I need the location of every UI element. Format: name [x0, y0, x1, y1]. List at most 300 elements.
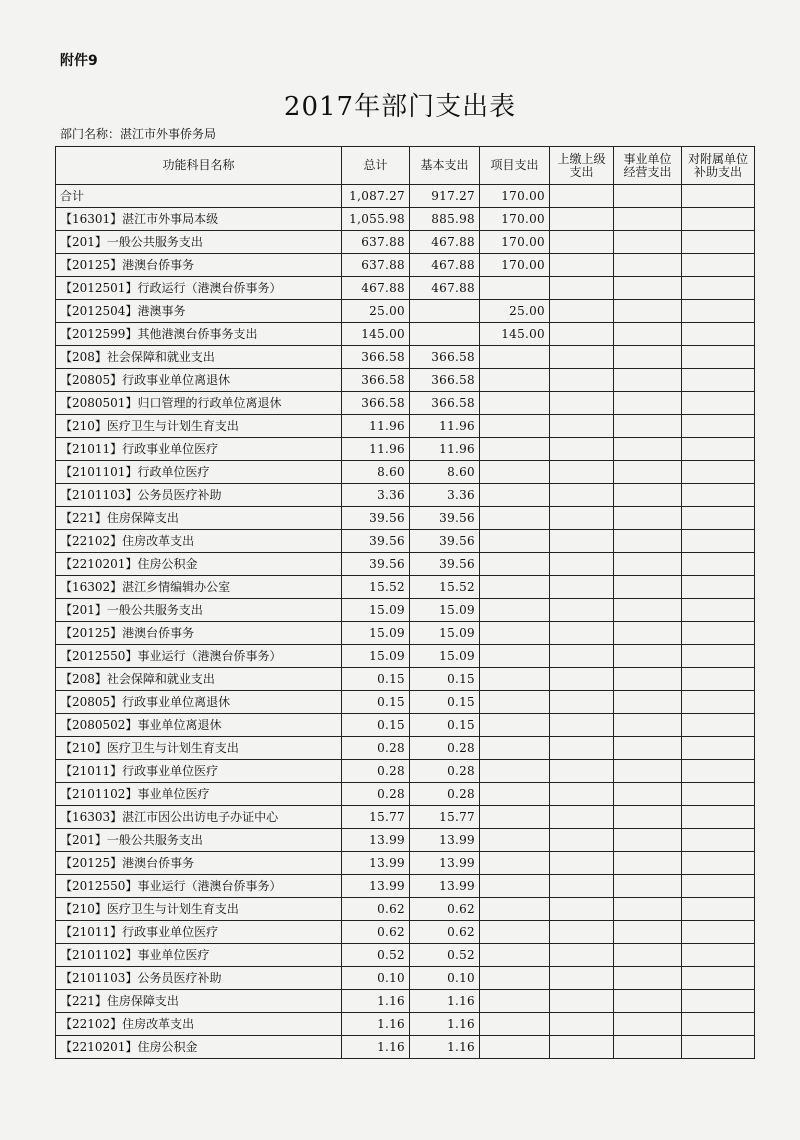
- upper-level-payment-cell: [550, 921, 614, 944]
- table-row: [56, 484, 755, 507]
- basic-expense-cell: 0.10: [410, 967, 480, 990]
- subsidiary-subsidy-cell: [682, 668, 755, 691]
- upper-level-payment-cell: [550, 829, 614, 852]
- table-row: [56, 921, 755, 944]
- subsidiary-subsidy-cell: [682, 760, 755, 783]
- basic-expense-cell: 1.16: [410, 1036, 480, 1059]
- subsidiary-subsidy-cell: [682, 208, 755, 231]
- upper-level-payment-cell: [550, 714, 614, 737]
- project-expense-cell: [480, 277, 550, 300]
- basic-expense-cell: 366.58: [410, 392, 480, 415]
- table-row: [56, 691, 755, 714]
- subject-name-cell: 【210】医疗卫生与计划生育支出: [56, 737, 342, 760]
- basic-expense-cell: 11.96: [410, 415, 480, 438]
- business-operation-cell: [614, 898, 682, 921]
- subsidiary-subsidy-cell: [682, 783, 755, 806]
- subject-name-cell: 【2210201】住房公积金: [56, 553, 342, 576]
- business-operation-cell: [614, 530, 682, 553]
- table-row: [56, 622, 755, 645]
- table-row: [56, 645, 755, 668]
- business-operation-cell: [614, 829, 682, 852]
- upper-level-payment-cell: [550, 369, 614, 392]
- upper-level-payment-cell: [550, 461, 614, 484]
- basic-expense-cell: 39.56: [410, 553, 480, 576]
- business-operation-cell: [614, 461, 682, 484]
- upper-level-payment-cell: [550, 346, 614, 369]
- basic-expense-cell: 0.15: [410, 714, 480, 737]
- basic-expense-cell: 885.98: [410, 208, 480, 231]
- basic-expense-cell: 366.58: [410, 346, 480, 369]
- business-operation-cell: [614, 392, 682, 415]
- upper-level-payment-cell: [550, 898, 614, 921]
- upper-level-payment-cell: [550, 967, 614, 990]
- total-cell: 13.99: [342, 875, 410, 898]
- project-expense-cell: 170.00: [480, 231, 550, 254]
- upper-level-payment-cell: [550, 645, 614, 668]
- total-cell: 467.88: [342, 277, 410, 300]
- project-expense-cell: 25.00: [480, 300, 550, 323]
- basic-expense-cell: 0.28: [410, 760, 480, 783]
- project-expense-cell: [480, 921, 550, 944]
- basic-expense-cell: 39.56: [410, 507, 480, 530]
- basic-expense-cell: 15.09: [410, 645, 480, 668]
- subsidiary-subsidy-cell: [682, 530, 755, 553]
- upper-level-payment-cell: [550, 323, 614, 346]
- total-cell: 0.15: [342, 714, 410, 737]
- subject-name-cell: 【201】一般公共服务支出: [56, 599, 342, 622]
- basic-expense-cell: 0.28: [410, 737, 480, 760]
- total-cell: 13.99: [342, 829, 410, 852]
- subsidiary-subsidy-cell: [682, 277, 755, 300]
- subsidiary-subsidy-cell: [682, 553, 755, 576]
- subject-name-cell: 【221】住房保障支出: [56, 507, 342, 530]
- subject-name-cell: 【2101103】公务员医疗补助: [56, 967, 342, 990]
- subject-name-cell: 【2101103】公务员医疗补助: [56, 484, 342, 507]
- business-operation-cell: [614, 576, 682, 599]
- subject-name-cell: 【210】医疗卫生与计划生育支出: [56, 898, 342, 921]
- table-row: [56, 783, 755, 806]
- header-upper-level-payment: 上缴上级支出: [550, 147, 614, 185]
- subsidiary-subsidy-cell: [682, 898, 755, 921]
- basic-expense-cell: 0.15: [410, 668, 480, 691]
- upper-level-payment-cell: [550, 1036, 614, 1059]
- project-expense-cell: [480, 898, 550, 921]
- table-row: [56, 714, 755, 737]
- page-title: 2017年部门支出表: [283, 92, 517, 122]
- upper-level-payment-cell: [550, 507, 614, 530]
- subject-name-cell: 【208】社会保障和就业支出: [56, 668, 342, 691]
- business-operation-cell: [614, 277, 682, 300]
- project-expense-cell: [480, 806, 550, 829]
- subject-name-cell: 【20125】港澳台侨事务: [56, 852, 342, 875]
- subject-name-cell: 【201】一般公共服务支出: [56, 231, 342, 254]
- business-operation-cell: [614, 622, 682, 645]
- total-cell: 1,087.27: [342, 185, 410, 208]
- total-cell: 39.56: [342, 530, 410, 553]
- subject-name-cell: 【221】住房保障支出: [56, 990, 342, 1013]
- subject-name-cell: 【20805】行政事业单位离退休: [56, 691, 342, 714]
- table-row: [56, 231, 755, 254]
- upper-level-payment-cell: [550, 599, 614, 622]
- business-operation-cell: [614, 369, 682, 392]
- upper-level-payment-cell: [550, 944, 614, 967]
- table-row: [56, 254, 755, 277]
- project-expense-cell: [480, 760, 550, 783]
- total-cell: 3.36: [342, 484, 410, 507]
- table-row: [56, 760, 755, 783]
- business-operation-cell: [614, 737, 682, 760]
- project-expense-cell: [480, 1013, 550, 1036]
- subsidiary-subsidy-cell: [682, 369, 755, 392]
- subject-name-cell: 【2012501】行政运行（港澳台侨事务）: [56, 277, 342, 300]
- upper-level-payment-cell: [550, 185, 614, 208]
- basic-expense-cell: 0.15: [410, 691, 480, 714]
- subject-name-cell: 【16302】湛江乡情编辑办公室: [56, 576, 342, 599]
- basic-expense-cell: 0.28: [410, 783, 480, 806]
- subject-name-cell: 【2012550】事业运行（港澳台侨事务）: [56, 645, 342, 668]
- business-operation-cell: [614, 691, 682, 714]
- upper-level-payment-cell: [550, 415, 614, 438]
- business-operation-cell: [614, 484, 682, 507]
- header-business-operation: 事业单位经营支出: [614, 147, 682, 185]
- subsidiary-subsidy-cell: [682, 921, 755, 944]
- subject-name-cell: 【21011】行政事业单位医疗: [56, 760, 342, 783]
- total-cell: 15.77: [342, 806, 410, 829]
- table-header-row: [56, 147, 755, 185]
- table-row: [56, 576, 755, 599]
- project-expense-cell: 170.00: [480, 254, 550, 277]
- basic-expense-cell: 467.88: [410, 254, 480, 277]
- project-expense-cell: [480, 507, 550, 530]
- table-row: [56, 1013, 755, 1036]
- upper-level-payment-cell: [550, 254, 614, 277]
- business-operation-cell: [614, 1036, 682, 1059]
- upper-level-payment-cell: [550, 231, 614, 254]
- table-row: [56, 438, 755, 461]
- basic-expense-cell: [410, 300, 480, 323]
- table-row: [56, 967, 755, 990]
- table-row: [56, 507, 755, 530]
- total-cell: 0.62: [342, 898, 410, 921]
- subject-name-cell: 【16301】湛江市外事局本级: [56, 208, 342, 231]
- project-expense-cell: [480, 944, 550, 967]
- basic-expense-cell: 15.52: [410, 576, 480, 599]
- basic-expense-cell: 13.99: [410, 875, 480, 898]
- subsidiary-subsidy-cell: [682, 300, 755, 323]
- business-operation-cell: [614, 806, 682, 829]
- total-cell: 0.15: [342, 691, 410, 714]
- project-expense-cell: [480, 829, 550, 852]
- business-operation-cell: [614, 714, 682, 737]
- basic-expense-cell: 15.09: [410, 622, 480, 645]
- subsidiary-subsidy-cell: [682, 622, 755, 645]
- upper-level-payment-cell: [550, 852, 614, 875]
- upper-level-payment-cell: [550, 737, 614, 760]
- subsidiary-subsidy-cell: [682, 231, 755, 254]
- total-cell: 25.00: [342, 300, 410, 323]
- project-expense-cell: [480, 599, 550, 622]
- business-operation-cell: [614, 921, 682, 944]
- subsidiary-subsidy-cell: [682, 967, 755, 990]
- total-cell: 145.00: [342, 323, 410, 346]
- project-expense-cell: 170.00: [480, 185, 550, 208]
- subsidiary-subsidy-cell: [682, 346, 755, 369]
- subsidiary-subsidy-cell: [682, 852, 755, 875]
- subsidiary-subsidy-cell: [682, 461, 755, 484]
- header-total: 总计: [342, 147, 410, 185]
- business-operation-cell: [614, 783, 682, 806]
- subject-name-cell: 【21011】行政事业单位医疗: [56, 921, 342, 944]
- project-expense-cell: [480, 392, 550, 415]
- total-cell: 366.58: [342, 392, 410, 415]
- upper-level-payment-cell: [550, 576, 614, 599]
- table-row: [56, 668, 755, 691]
- subsidiary-subsidy-cell: [682, 714, 755, 737]
- business-operation-cell: [614, 185, 682, 208]
- project-expense-cell: [480, 415, 550, 438]
- subsidiary-subsidy-cell: [682, 185, 755, 208]
- subsidiary-subsidy-cell: [682, 438, 755, 461]
- project-expense-cell: [480, 967, 550, 990]
- basic-expense-cell: 467.88: [410, 231, 480, 254]
- subject-name-cell: 【2101101】行政单位医疗: [56, 461, 342, 484]
- business-operation-cell: [614, 852, 682, 875]
- subject-name-cell: 【2012504】港澳事务: [56, 300, 342, 323]
- total-cell: 637.88: [342, 254, 410, 277]
- total-cell: 11.96: [342, 438, 410, 461]
- table-body: [56, 185, 755, 1059]
- business-operation-cell: [614, 231, 682, 254]
- table-row: [56, 185, 755, 208]
- header-subject-name: 功能科目名称: [56, 147, 342, 185]
- upper-level-payment-cell: [550, 392, 614, 415]
- upper-level-payment-cell: [550, 208, 614, 231]
- table-row: [56, 1036, 755, 1059]
- upper-level-payment-cell: [550, 438, 614, 461]
- upper-level-payment-cell: [550, 691, 614, 714]
- project-expense-cell: [480, 668, 550, 691]
- upper-level-payment-cell: [550, 875, 614, 898]
- project-expense-cell: [480, 553, 550, 576]
- total-cell: 1.16: [342, 1036, 410, 1059]
- header-subsidiary-subsidy: 对附属单位补助支出: [682, 147, 755, 185]
- total-cell: 1.16: [342, 1013, 410, 1036]
- subsidiary-subsidy-cell: [682, 645, 755, 668]
- business-operation-cell: [614, 668, 682, 691]
- subsidiary-subsidy-cell: [682, 392, 755, 415]
- subsidiary-subsidy-cell: [682, 1013, 755, 1036]
- basic-expense-cell: 3.36: [410, 484, 480, 507]
- subsidiary-subsidy-cell: [682, 691, 755, 714]
- project-expense-cell: [480, 691, 550, 714]
- basic-expense-cell: 15.09: [410, 599, 480, 622]
- total-cell: 0.15: [342, 668, 410, 691]
- upper-level-payment-cell: [550, 553, 614, 576]
- subject-name-cell: 【20125】港澳台侨事务: [56, 622, 342, 645]
- subsidiary-subsidy-cell: [682, 806, 755, 829]
- total-cell: 39.56: [342, 507, 410, 530]
- upper-level-payment-cell: [550, 806, 614, 829]
- upper-level-payment-cell: [550, 277, 614, 300]
- table-row: [56, 806, 755, 829]
- project-expense-cell: [480, 576, 550, 599]
- business-operation-cell: [614, 254, 682, 277]
- header-basic-expense: 基本支出: [410, 147, 480, 185]
- table-row: [56, 599, 755, 622]
- subsidiary-subsidy-cell: [682, 323, 755, 346]
- project-expense-cell: [480, 852, 550, 875]
- business-operation-cell: [614, 346, 682, 369]
- project-expense-cell: [480, 875, 550, 898]
- project-expense-cell: [480, 645, 550, 668]
- table-row: [56, 737, 755, 760]
- table-row: [56, 553, 755, 576]
- business-operation-cell: [614, 944, 682, 967]
- table-row: [56, 530, 755, 553]
- subsidiary-subsidy-cell: [682, 599, 755, 622]
- subject-name-cell: 【210】医疗卫生与计划生育支出: [56, 415, 342, 438]
- basic-expense-cell: [410, 323, 480, 346]
- total-cell: 366.58: [342, 346, 410, 369]
- project-expense-cell: [480, 990, 550, 1013]
- subject-name-cell: 【21011】行政事业单位医疗: [56, 438, 342, 461]
- subject-name-cell: 合计: [56, 185, 342, 208]
- business-operation-cell: [614, 300, 682, 323]
- business-operation-cell: [614, 553, 682, 576]
- basic-expense-cell: 13.99: [410, 852, 480, 875]
- subject-name-cell: 【22102】住房改革支出: [56, 1013, 342, 1036]
- subject-name-cell: 【2210201】住房公积金: [56, 1036, 342, 1059]
- business-operation-cell: [614, 438, 682, 461]
- project-expense-cell: [480, 714, 550, 737]
- attachment-label: 附件9: [60, 53, 98, 69]
- table-row: [56, 898, 755, 921]
- subject-name-cell: 【16303】湛江市因公出访电子办证中心: [56, 806, 342, 829]
- basic-expense-cell: 0.62: [410, 921, 480, 944]
- project-expense-cell: [480, 461, 550, 484]
- subsidiary-subsidy-cell: [682, 1036, 755, 1059]
- subject-name-cell: 【2012599】其他港澳台侨事务支出: [56, 323, 342, 346]
- subsidiary-subsidy-cell: [682, 484, 755, 507]
- upper-level-payment-cell: [550, 622, 614, 645]
- project-expense-cell: [480, 1036, 550, 1059]
- total-cell: 13.99: [342, 852, 410, 875]
- table-row: [56, 461, 755, 484]
- table-row: [56, 875, 755, 898]
- business-operation-cell: [614, 760, 682, 783]
- basic-expense-cell: 0.52: [410, 944, 480, 967]
- total-cell: 15.09: [342, 599, 410, 622]
- business-operation-cell: [614, 208, 682, 231]
- table-row: [56, 346, 755, 369]
- header-project-expense: 项目支出: [480, 147, 550, 185]
- total-cell: 637.88: [342, 231, 410, 254]
- subject-name-cell: 【208】社会保障和就业支出: [56, 346, 342, 369]
- upper-level-payment-cell: [550, 1013, 614, 1036]
- subsidiary-subsidy-cell: [682, 990, 755, 1013]
- business-operation-cell: [614, 507, 682, 530]
- basic-expense-cell: 8.60: [410, 461, 480, 484]
- subsidiary-subsidy-cell: [682, 576, 755, 599]
- project-expense-cell: 145.00: [480, 323, 550, 346]
- upper-level-payment-cell: [550, 783, 614, 806]
- basic-expense-cell: 0.62: [410, 898, 480, 921]
- department-label: 部门名称：湛江市外事侨务局: [60, 127, 217, 141]
- business-operation-cell: [614, 599, 682, 622]
- total-cell: 0.10: [342, 967, 410, 990]
- table-row: [56, 852, 755, 875]
- business-operation-cell: [614, 967, 682, 990]
- total-cell: 11.96: [342, 415, 410, 438]
- project-expense-cell: [480, 783, 550, 806]
- business-operation-cell: [614, 645, 682, 668]
- subject-name-cell: 【20805】行政事业单位离退休: [56, 369, 342, 392]
- expenditure-table: [55, 146, 755, 1059]
- basic-expense-cell: 917.27: [410, 185, 480, 208]
- subject-name-cell: 【2101102】事业单位医疗: [56, 783, 342, 806]
- total-cell: 15.09: [342, 622, 410, 645]
- table-row: [56, 392, 755, 415]
- project-expense-cell: [480, 484, 550, 507]
- total-cell: 8.60: [342, 461, 410, 484]
- upper-level-payment-cell: [550, 300, 614, 323]
- upper-level-payment-cell: [550, 484, 614, 507]
- total-cell: 0.52: [342, 944, 410, 967]
- basic-expense-cell: 39.56: [410, 530, 480, 553]
- project-expense-cell: [480, 369, 550, 392]
- subsidiary-subsidy-cell: [682, 737, 755, 760]
- basic-expense-cell: 13.99: [410, 829, 480, 852]
- total-cell: 15.52: [342, 576, 410, 599]
- subject-name-cell: 【20125】港澳台侨事务: [56, 254, 342, 277]
- basic-expense-cell: 467.88: [410, 277, 480, 300]
- project-expense-cell: [480, 438, 550, 461]
- upper-level-payment-cell: [550, 990, 614, 1013]
- project-expense-cell: [480, 346, 550, 369]
- subject-name-cell: 【2080501】归口管理的行政单位离退休: [56, 392, 342, 415]
- table-row: [56, 369, 755, 392]
- business-operation-cell: [614, 875, 682, 898]
- project-expense-cell: [480, 737, 550, 760]
- table-row: [56, 944, 755, 967]
- project-expense-cell: [480, 530, 550, 553]
- table-row: [56, 323, 755, 346]
- total-cell: 0.62: [342, 921, 410, 944]
- upper-level-payment-cell: [550, 530, 614, 553]
- subject-name-cell: 【201】一般公共服务支出: [56, 829, 342, 852]
- basic-expense-cell: 15.77: [410, 806, 480, 829]
- total-cell: 0.28: [342, 783, 410, 806]
- upper-level-payment-cell: [550, 668, 614, 691]
- basic-expense-cell: 366.58: [410, 369, 480, 392]
- table-row: [56, 277, 755, 300]
- project-expense-cell: [480, 622, 550, 645]
- basic-expense-cell: 11.96: [410, 438, 480, 461]
- subsidiary-subsidy-cell: [682, 254, 755, 277]
- upper-level-payment-cell: [550, 760, 614, 783]
- total-cell: 15.09: [342, 645, 410, 668]
- total-cell: 0.28: [342, 760, 410, 783]
- subsidiary-subsidy-cell: [682, 507, 755, 530]
- business-operation-cell: [614, 323, 682, 346]
- total-cell: 1.16: [342, 990, 410, 1013]
- total-cell: 366.58: [342, 369, 410, 392]
- subsidiary-subsidy-cell: [682, 944, 755, 967]
- project-expense-cell: 170.00: [480, 208, 550, 231]
- subsidiary-subsidy-cell: [682, 829, 755, 852]
- subject-name-cell: 【2012550】事业运行（港澳台侨事务）: [56, 875, 342, 898]
- basic-expense-cell: 1.16: [410, 990, 480, 1013]
